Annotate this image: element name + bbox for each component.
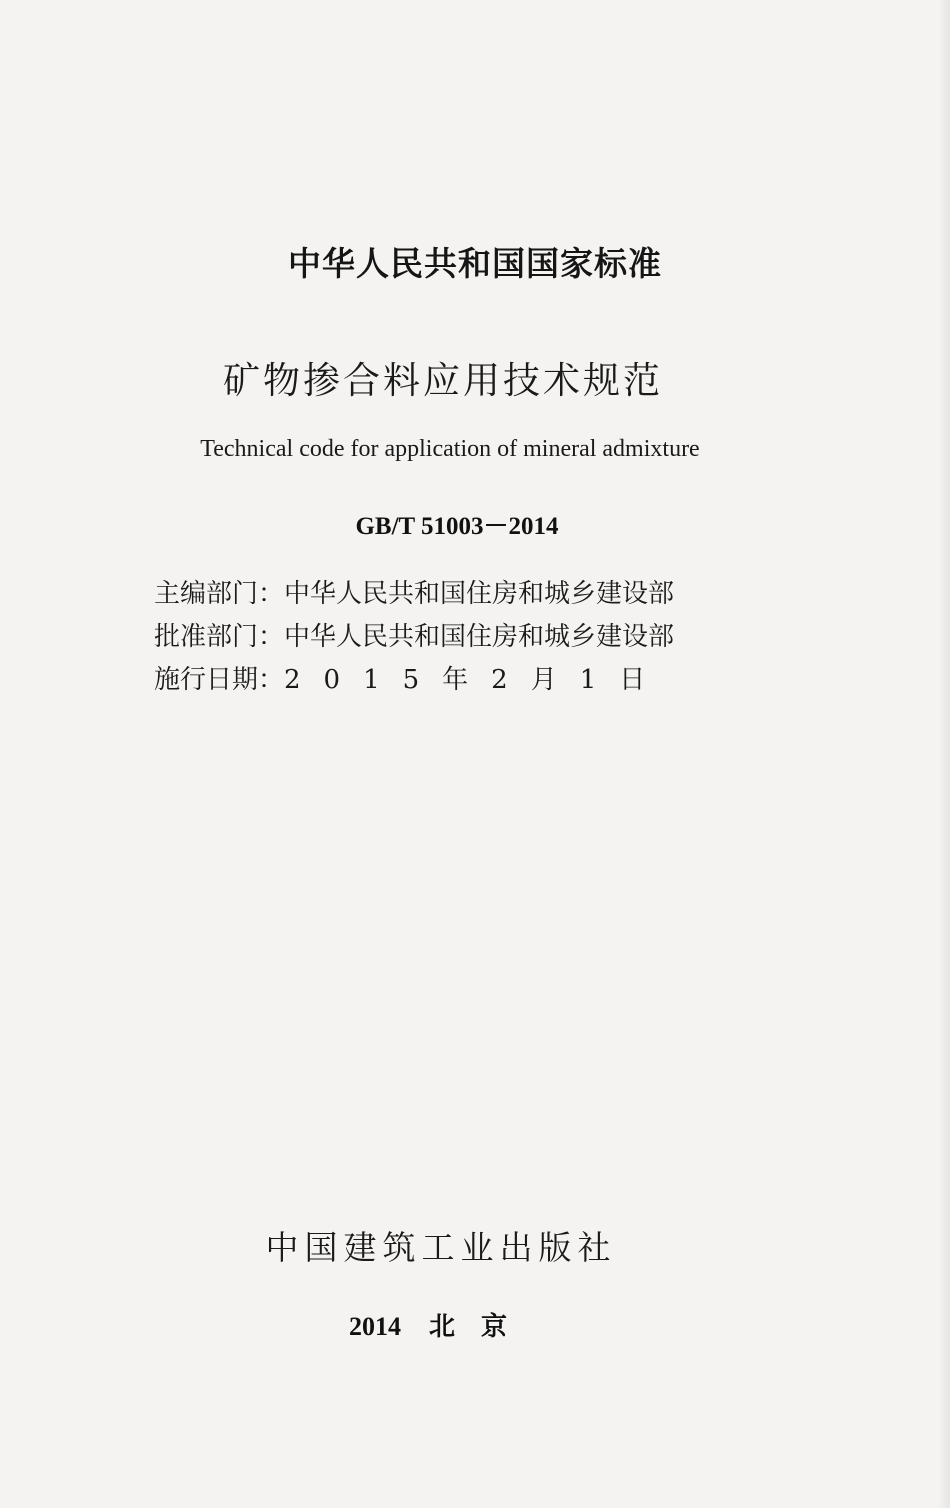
publication-line <box>0 1306 882 1343</box>
publication-year: 2014 <box>348 1312 401 1341</box>
effective-date-value: 2015年2月1日 <box>284 665 669 695</box>
page-edge-shadow <box>938 0 950 1508</box>
publisher-name: 中国建筑工业出版社 <box>265 1228 617 1267</box>
effective-date-row <box>154 660 674 703</box>
approver-row <box>154 617 674 660</box>
editor-label: 主编部门： <box>154 579 285 609</box>
standard-series-heading: 中华人民共和国国家标准 <box>288 244 662 283</box>
editor-row <box>154 574 674 617</box>
title-chinese: 矿物掺合料应用技术规范 <box>223 359 663 402</box>
approver-value: 中华人民共和国住房和城乡建设部 <box>284 622 675 652</box>
effective-date-label: 施行日期： <box>154 665 285 695</box>
publication-city: 北京 <box>428 1312 533 1342</box>
info-block <box>154 574 674 703</box>
standard-code: GB/T 51003－2014 <box>355 513 559 540</box>
title-english: Technical code for application of mineral admixture <box>200 436 700 462</box>
approver-label: 批准部门： <box>154 622 285 652</box>
editor-value: 中华人民共和国住房和城乡建设部 <box>284 579 675 609</box>
